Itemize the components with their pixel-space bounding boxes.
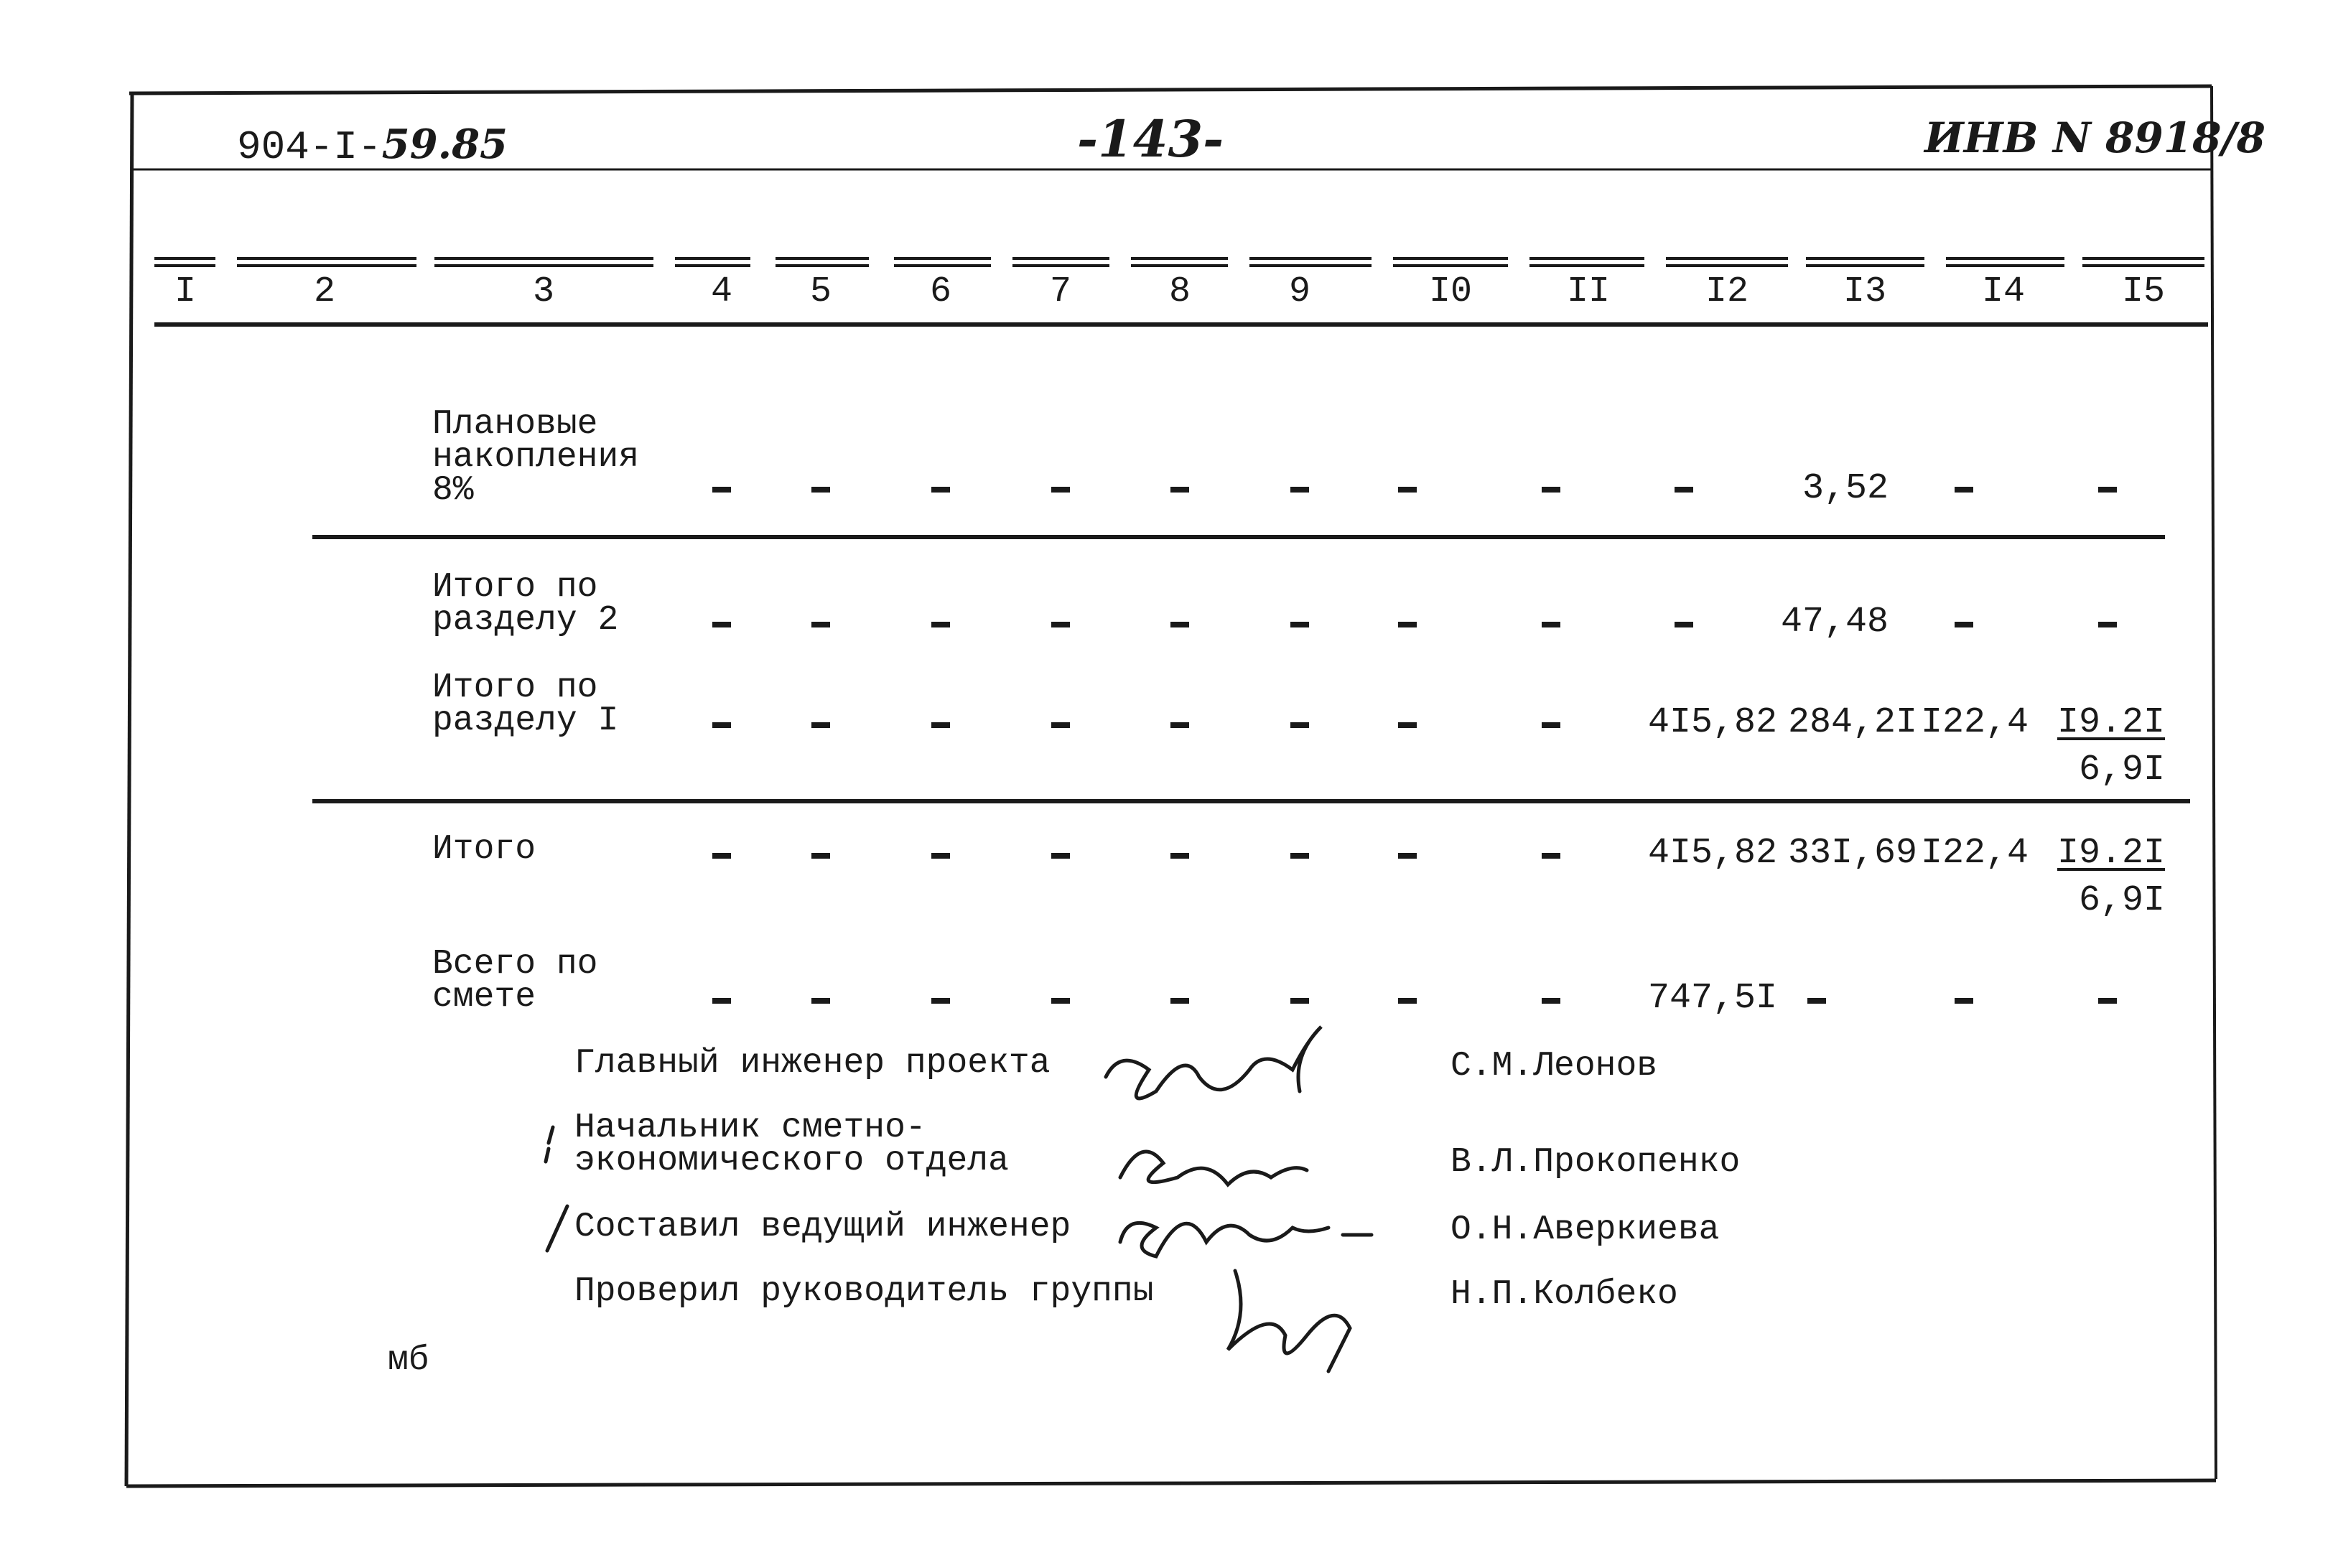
- dash-col-8: [1170, 853, 1189, 859]
- dash-col-15: [2098, 998, 2117, 1004]
- dash-col-14: [1955, 622, 1973, 627]
- column-header-8: 8: [1168, 271, 1191, 312]
- signature-scribble-2: [1120, 1152, 1307, 1185]
- signature-name-head-of-estimates: В.Л.Прокопенко: [1450, 1143, 1741, 1182]
- column-header-13: I3: [1843, 271, 1886, 312]
- dash-col-9: [1290, 853, 1309, 859]
- cell-total-c14: I22,4: [1920, 833, 2029, 874]
- dash-col-5: [811, 853, 830, 859]
- dash-col-11: [1542, 622, 1560, 627]
- column-header-15: I5: [2121, 271, 2165, 312]
- cell-total-s1-c13: 284,2I: [1787, 702, 1917, 743]
- page-number: -143-: [1077, 109, 1224, 169]
- row-label-total-section-1: Итого по разделу I: [432, 668, 619, 740]
- dash-col-6: [931, 487, 950, 493]
- cell-total-c15-top: I9.2I: [2057, 833, 2165, 874]
- cell-planned-c13: 3,52: [1802, 468, 1889, 509]
- signature-title-chief-engineer: Главный инженер проекта: [574, 1044, 1051, 1083]
- dash-col-10: [1398, 853, 1417, 859]
- row-label-grand-total: Всего по смете: [432, 945, 598, 1017]
- cell-total-c15-bottom: 6,9I: [2078, 880, 2165, 921]
- dash-col-6: [931, 998, 950, 1004]
- column-header-9: 9: [1288, 271, 1310, 312]
- dash-col-10: [1398, 487, 1417, 493]
- signature-title-lead-engineer: Составил ведущий инженер: [574, 1208, 1071, 1246]
- dash-col-4: [712, 487, 731, 493]
- cell-total-s1-c12: 4I5,82: [1647, 702, 1777, 743]
- dash-col-12: [1675, 487, 1693, 493]
- dash-col-6: [931, 853, 950, 859]
- cell-total-s1-c14: I22,4: [1920, 702, 2029, 743]
- signature-name-chief-engineer: С.М.Леонов: [1450, 1047, 1658, 1086]
- dash-col-11: [1542, 998, 1560, 1004]
- signature-name-lead-engineer: О.Н.Аверкиева: [1450, 1210, 1720, 1249]
- dash-col-14: [1955, 998, 1973, 1004]
- dash-col-4: [712, 622, 731, 627]
- column-header-14: I4: [1981, 271, 2025, 312]
- signature-scribble-1: [1106, 1027, 1321, 1098]
- document-code-prefix: 904-I-: [237, 124, 382, 170]
- dash-col-9: [1290, 487, 1309, 493]
- dash-col-4: [712, 722, 731, 728]
- footer-mark: мб: [388, 1341, 429, 1380]
- dash-col-6: [931, 622, 950, 627]
- dash-col-9: [1290, 722, 1309, 728]
- column-header-5: 5: [809, 271, 832, 312]
- dash-col-7: [1051, 853, 1070, 859]
- dash-col-4: [712, 998, 731, 1004]
- column-header-12: I2: [1705, 271, 1748, 312]
- dash-col-4: [712, 853, 731, 859]
- cell-grand-c12: 747,5I: [1647, 978, 1777, 1019]
- dash-col-5: [811, 622, 830, 627]
- dash-col-10: [1398, 722, 1417, 728]
- dash-col-14: [1955, 487, 1973, 493]
- cell-total-s1-c15-top: I9.2I: [2057, 702, 2165, 743]
- dash-col-5: [811, 487, 830, 493]
- column-header-11: II: [1566, 271, 1610, 312]
- row-label-total: Итого: [432, 830, 536, 869]
- dash-col-7: [1051, 998, 1070, 1004]
- dash-col-11: [1542, 722, 1560, 728]
- column-header-4: 4: [710, 271, 732, 312]
- cell-total-c12: 4I5,82: [1647, 833, 1777, 874]
- cell-total-s1-c15-bottom: 6,9I: [2078, 750, 2165, 790]
- signature-title-head-of-estimates: Начальник сметно- экономического отдела: [574, 1109, 1009, 1180]
- dash-col-11: [1542, 853, 1560, 859]
- dash-col-7: [1051, 622, 1070, 627]
- cell-total-c13: 33I,69: [1787, 833, 1917, 874]
- row-label-total-section-2: Итого по разделу 2: [432, 568, 619, 640]
- column-header-3: 3: [532, 271, 554, 312]
- dash-col-7: [1051, 487, 1070, 493]
- document-code-suffix: 59.85: [381, 121, 508, 168]
- dash-col-7: [1051, 722, 1070, 728]
- dash-col-8: [1170, 998, 1189, 1004]
- dash-col-15: [2098, 487, 2117, 493]
- column-header-1: I: [174, 271, 196, 312]
- dash-col-6: [931, 722, 950, 728]
- dash-col-5: [811, 998, 830, 1004]
- dash-col-11: [1542, 487, 1560, 493]
- dash-col-13: [1807, 998, 1826, 1004]
- column-header-6: 6: [929, 271, 951, 312]
- row-label-planned: Плановые накопления 8%: [432, 405, 640, 510]
- cell-total-s2-c13: 47,48: [1780, 602, 1889, 643]
- dash-col-9: [1290, 998, 1309, 1004]
- dash-col-5: [811, 722, 830, 728]
- signature-scribble-3: [1120, 1223, 1372, 1256]
- dash-col-9: [1290, 622, 1309, 627]
- signature-mark-2: [547, 1206, 567, 1251]
- dash-col-15: [2098, 622, 2117, 627]
- column-header-10: I0: [1428, 271, 1472, 312]
- signature-title-group-leader: Проверил руководитель группы: [574, 1272, 1154, 1311]
- dash-col-10: [1398, 622, 1417, 627]
- signature-scribble-4: [1228, 1271, 1350, 1371]
- inventory-number: ИНВ N 8918/8: [1924, 113, 2266, 162]
- dash-col-8: [1170, 722, 1189, 728]
- dash-col-8: [1170, 622, 1189, 627]
- signature-name-group-leader: Н.П.Колбеко: [1450, 1275, 1678, 1314]
- column-header-7: 7: [1049, 271, 1071, 312]
- column-header-2: 2: [313, 271, 335, 312]
- signature-mark-1: [546, 1127, 553, 1162]
- dash-col-8: [1170, 487, 1189, 493]
- dash-col-12: [1675, 622, 1693, 627]
- dash-col-10: [1398, 998, 1417, 1004]
